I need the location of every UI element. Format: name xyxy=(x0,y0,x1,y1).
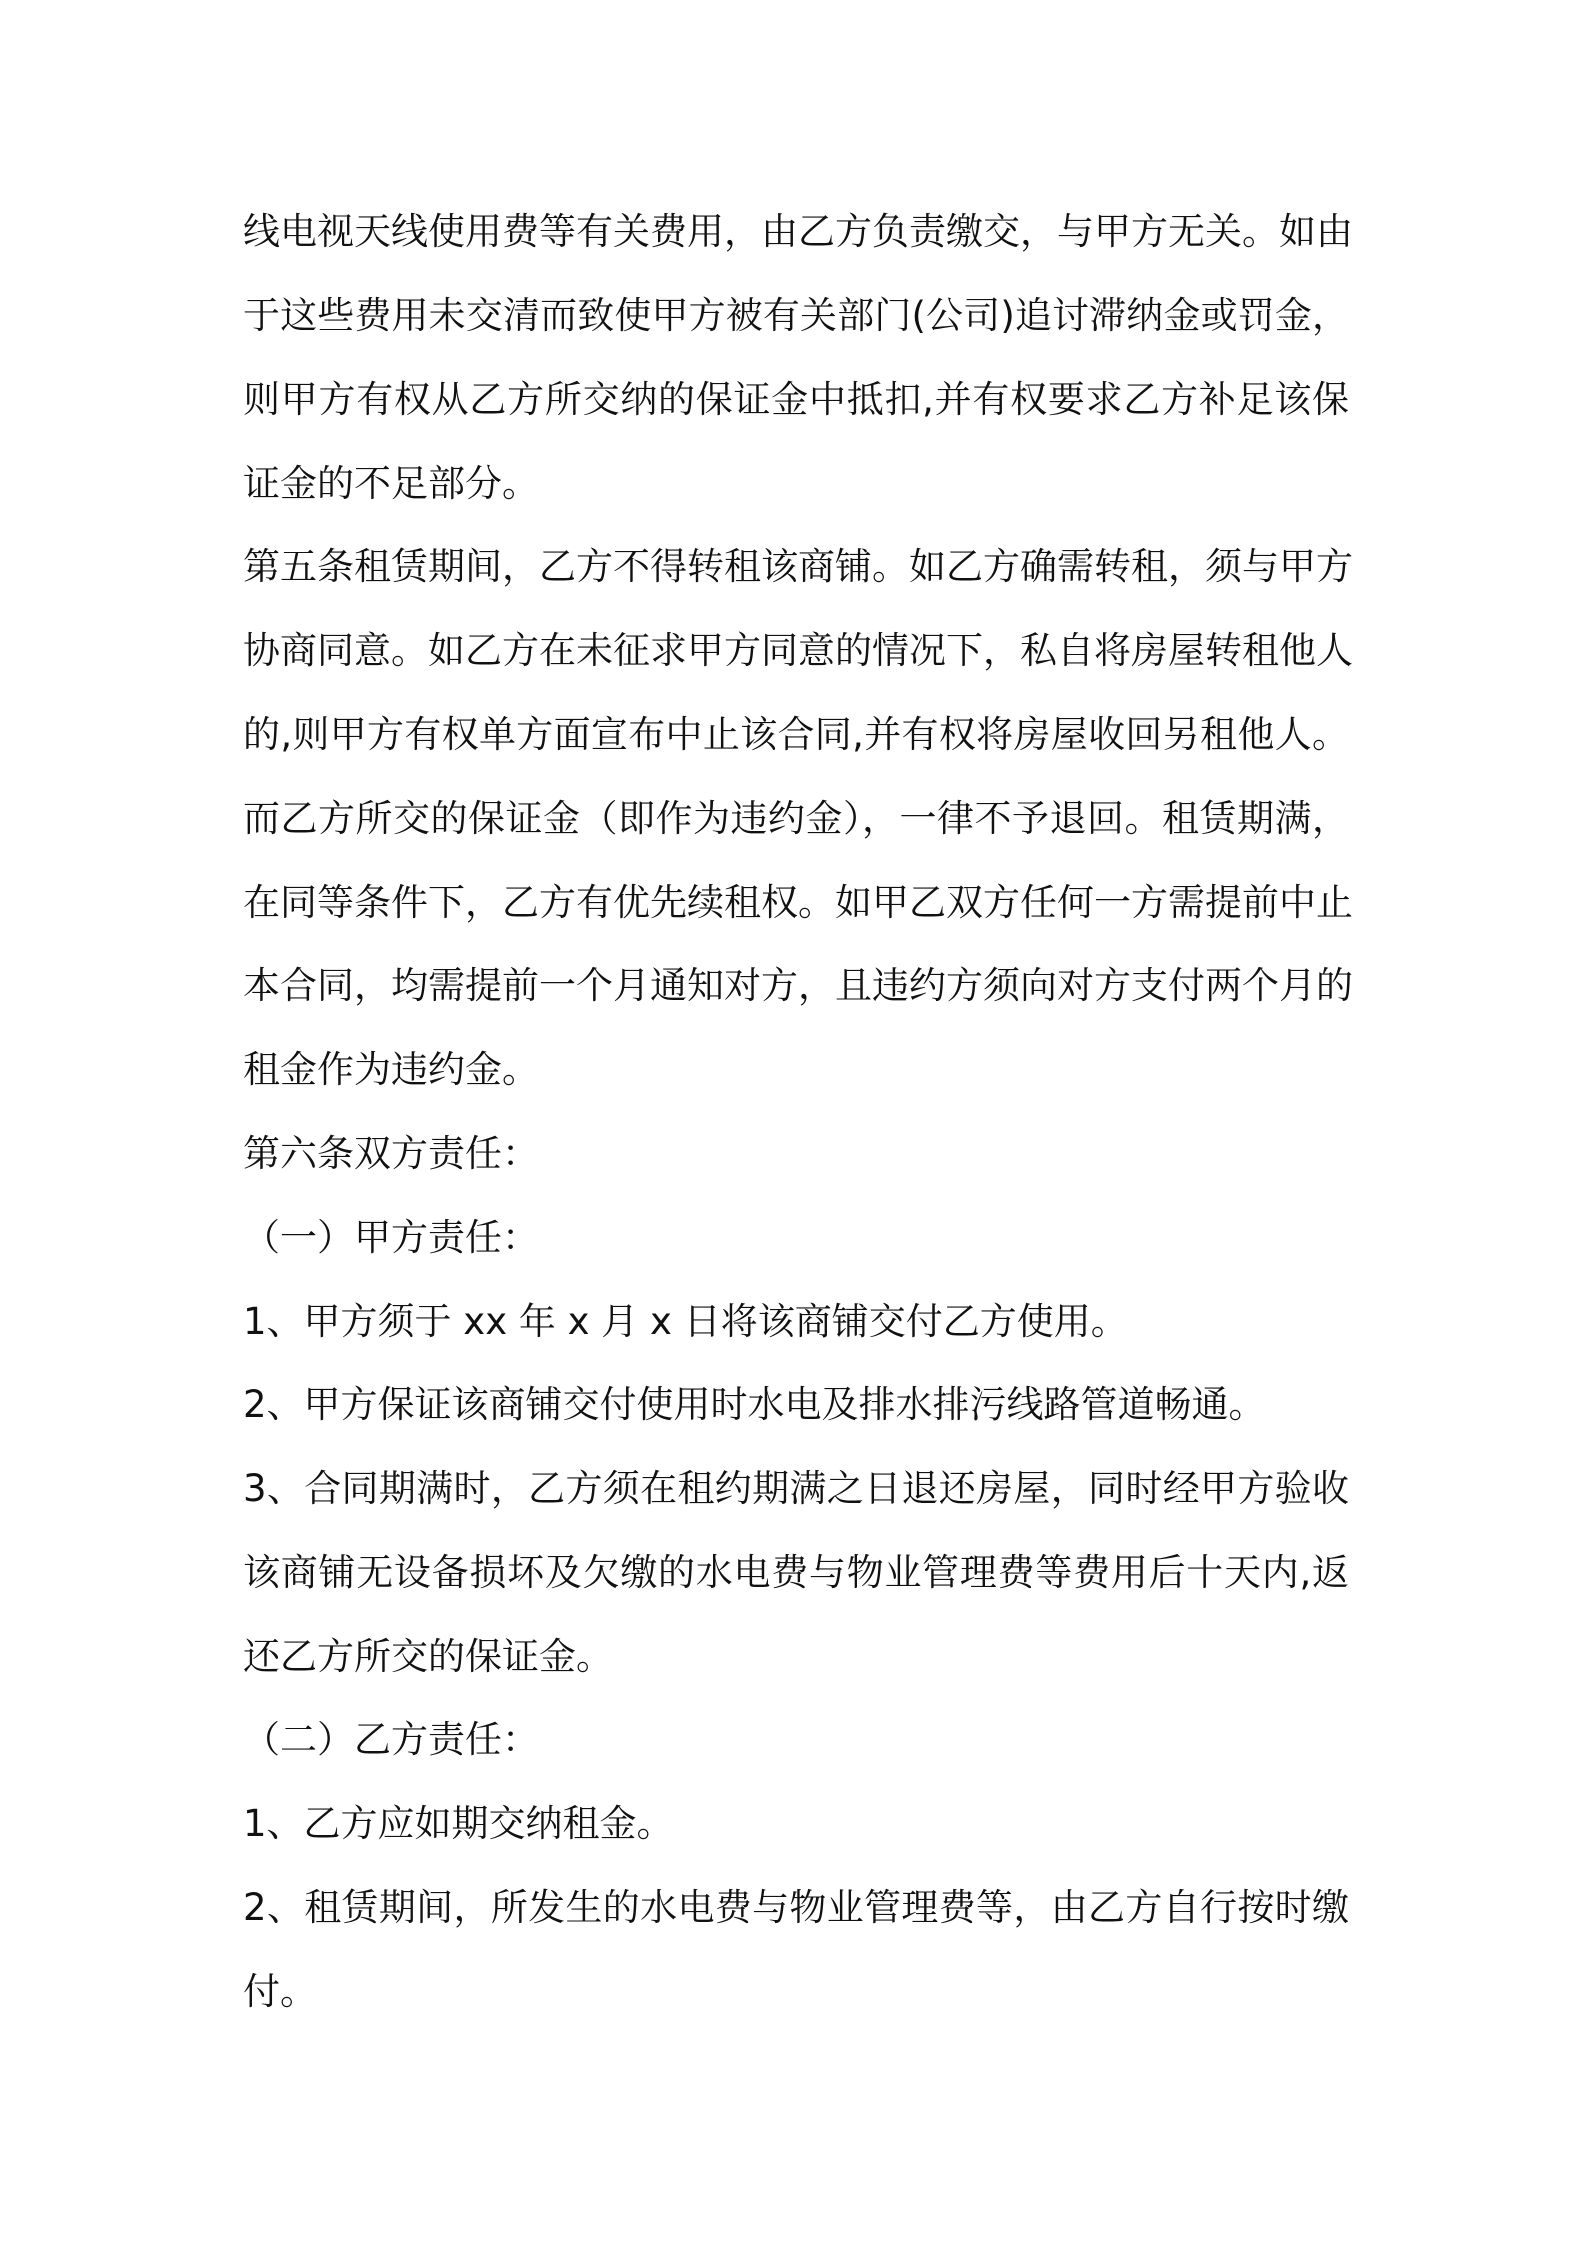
text-line: 线电视天线使用费等有关费用，由乙方负责缴交，与甲方无关。如由 xyxy=(243,210,1353,253)
list-item: 1、甲方须于 xx 年 x 月 x 日将该商铺交付乙方使用。 xyxy=(243,1300,1128,1343)
text-line: 还乙方所交的保证金。 xyxy=(243,1635,613,1678)
list-item: 2、甲方保证该商铺交付使用时水电及排水排污线路管道畅通。 xyxy=(243,1383,1266,1426)
subsection-heading: （二）乙方责任： xyxy=(243,1718,539,1761)
text-line: 租金作为违约金。 xyxy=(243,1048,539,1091)
list-item: 3、合同期满时，乙方须在租约期满之日退还房屋，同时经甲方验收 xyxy=(243,1467,1349,1510)
list-item: 1、乙方应如期交纳租金。 xyxy=(243,1802,674,1845)
subsection-heading: （一）甲方责任： xyxy=(243,1216,539,1259)
text-line: 则甲方有权从乙方所交纳的保证金中抵扣,并有权要求乙方补足该保 xyxy=(243,378,1349,421)
text-line: 第五条租赁期间，乙方不得转租该商铺。如乙方确需转租，须与甲方 xyxy=(243,545,1353,588)
text-line: 在同等条件下，乙方有优先续租权。如甲乙双方任何一方需提前中止 xyxy=(243,881,1353,924)
section-heading: 第六条双方责任： xyxy=(243,1132,539,1175)
text-line: 而乙方所交的保证金（即作为违约金），一律不予退回。租赁期满， xyxy=(243,797,1349,840)
text-line: 付。 xyxy=(243,1970,317,2013)
text-line: 于这些费用未交清而致使甲方被有关部门(公司)追讨滞纳金或罚金， xyxy=(243,294,1349,337)
text-line: 该商铺无设备损坏及欠缴的水电费与物业管理费等费用后十天内,返 xyxy=(243,1551,1349,1594)
text-line: 协商同意。如乙方在未征求甲方同意的情况下，私自将房屋转租他人 xyxy=(243,629,1353,672)
text-line: 本合同，均需提前一个月通知对方，且违约方须向对方支付两个月的 xyxy=(243,964,1353,1007)
text-line: 的,则甲方有权单方面宣布中止该合同,并有权将房屋收回另租他人。 xyxy=(243,713,1349,756)
list-item: 2、租赁期间，所发生的水电费与物业管理费等，由乙方自行按时缴 xyxy=(243,1886,1349,1929)
text-line: 证金的不足部分。 xyxy=(243,462,539,505)
